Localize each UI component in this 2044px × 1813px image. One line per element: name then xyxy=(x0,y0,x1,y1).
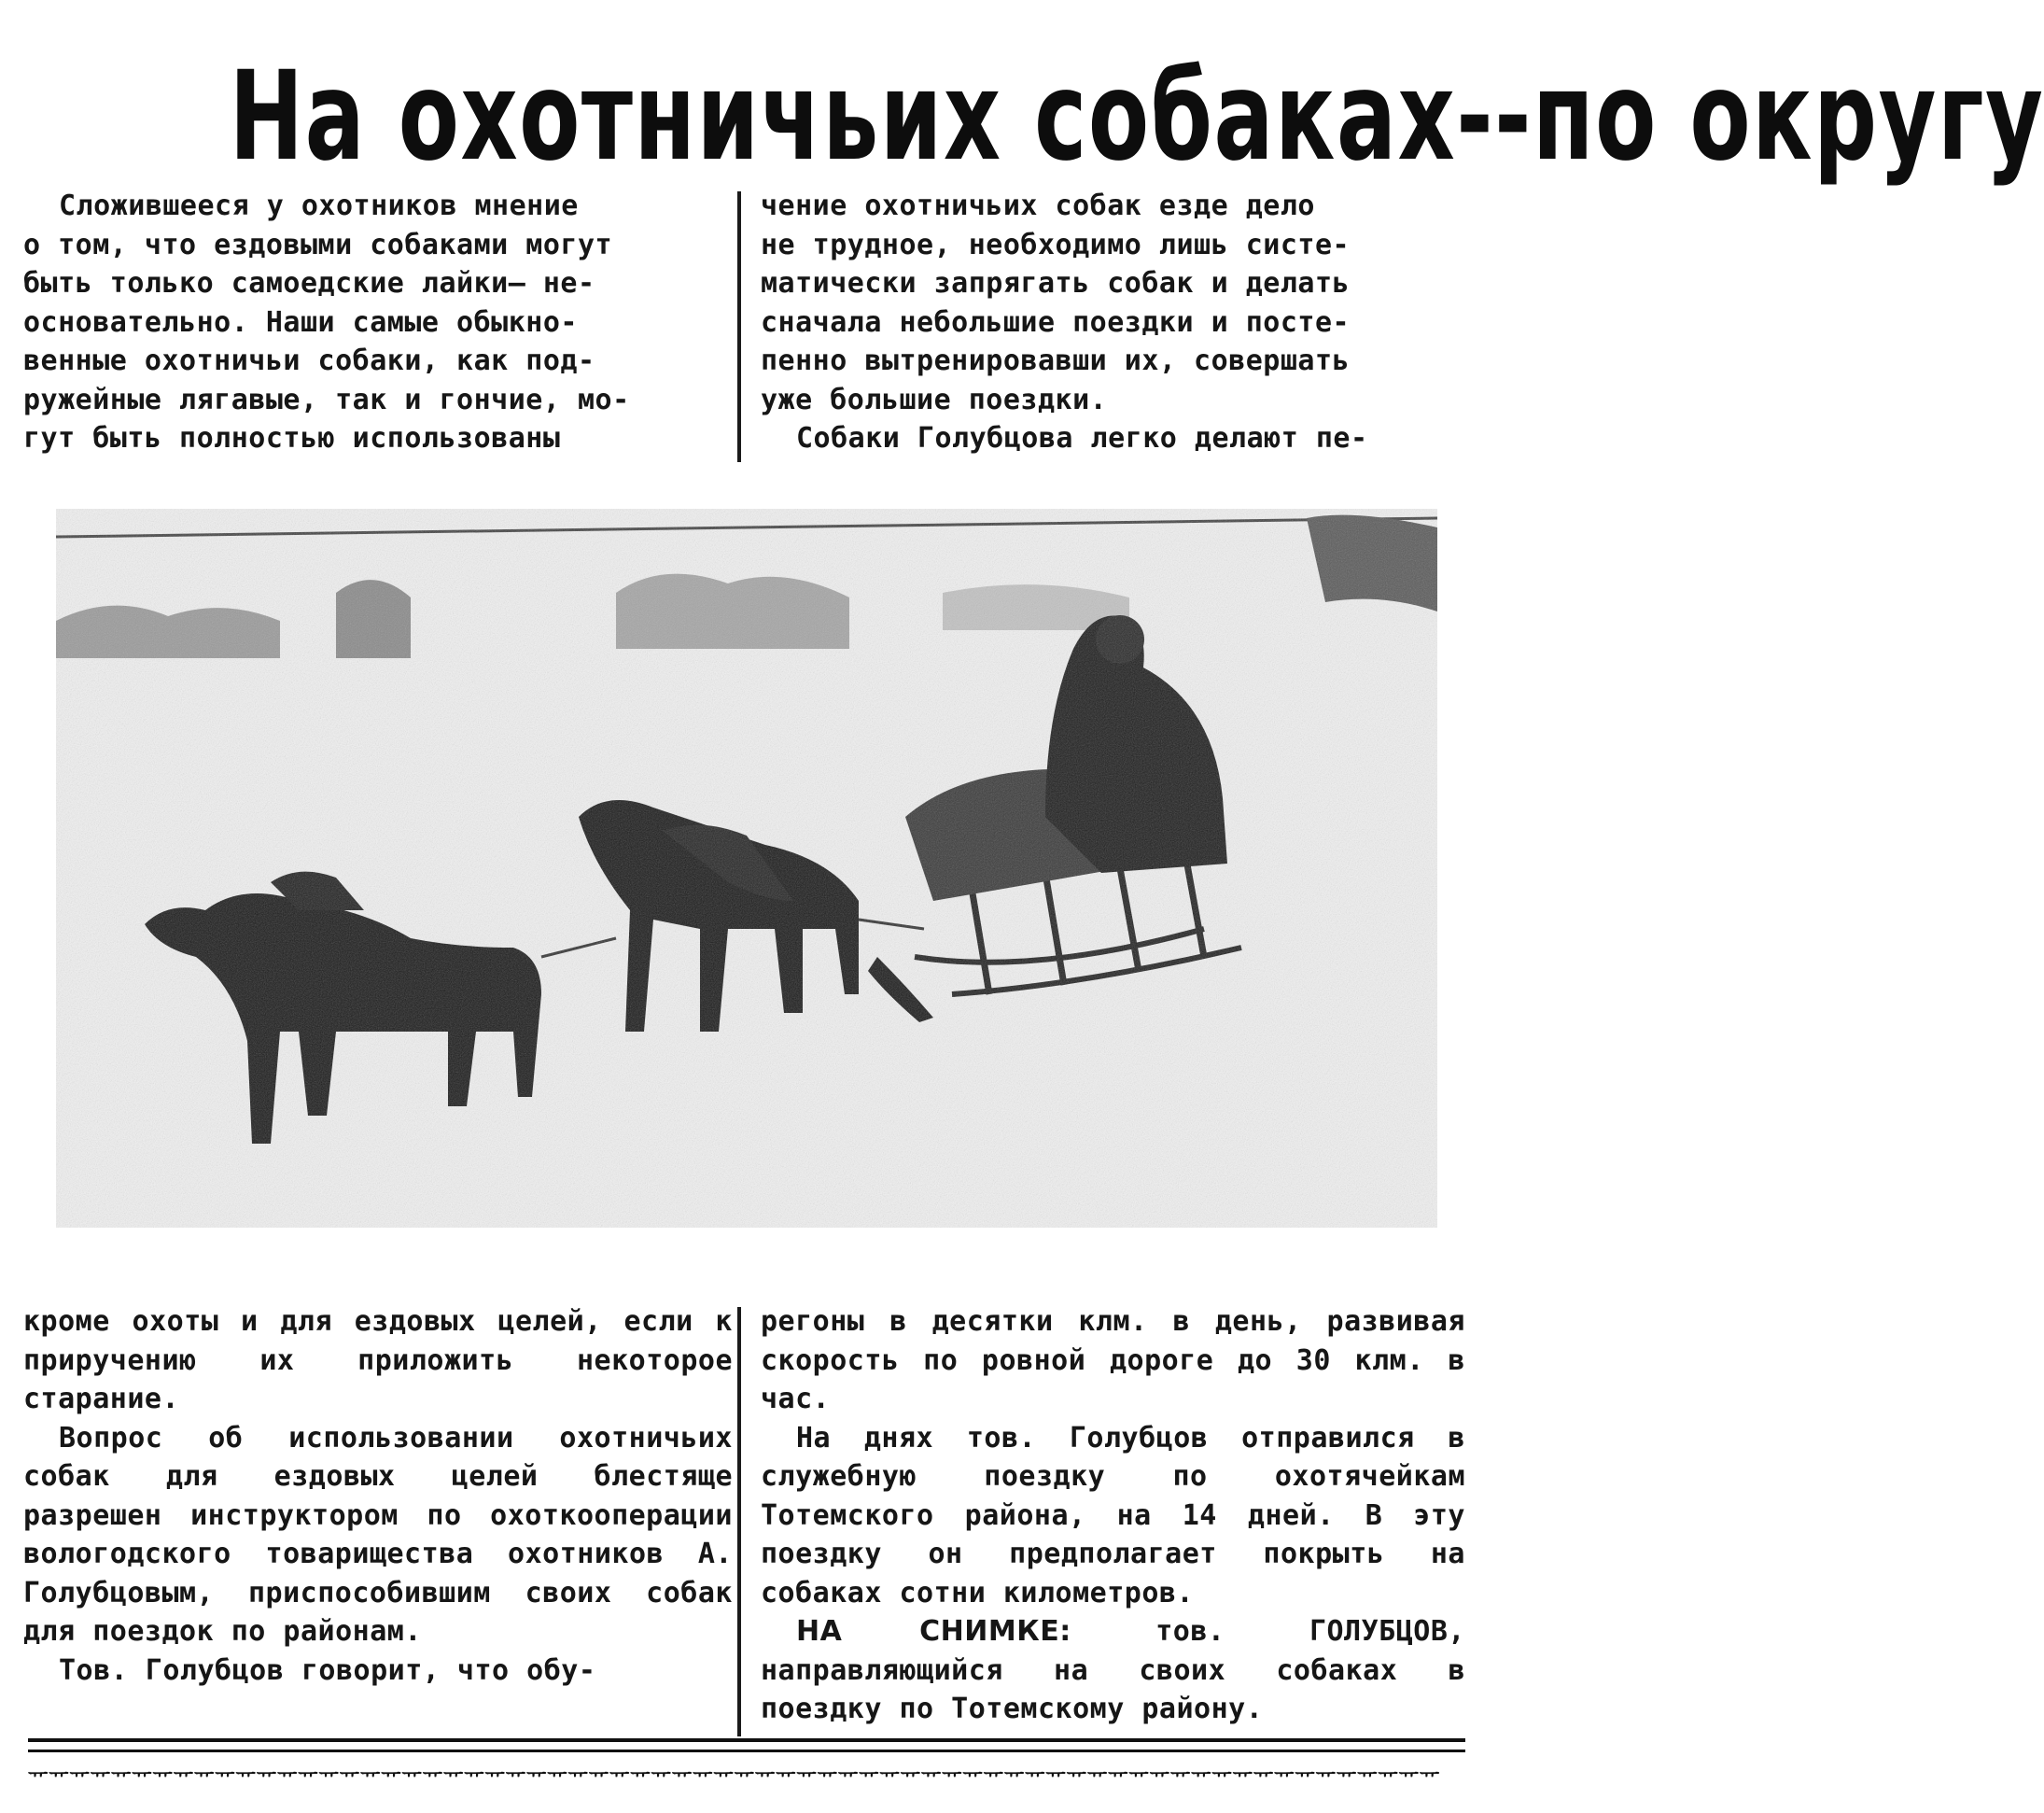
column-top-right xyxy=(761,187,1465,458)
text-line: венные охотничьи собаки, как под- xyxy=(23,344,595,377)
column-bottom-left xyxy=(23,1302,733,1690)
article-headline: На охотничьих собаках--по округу xyxy=(229,45,2044,189)
text-line: гут быть полностью использованы xyxy=(23,422,561,455)
text-line: чение охотничьих собак езде дело xyxy=(761,190,1315,222)
text-line: о том, что ездовыми собаками могут xyxy=(23,228,613,261)
decorative-border: ᅲᅲᅲᅲᅲᅲᅲᅲᅲᅲᅲᅲᅲᅲᅲᅲᅲᅲᅲᅲᅲᅲᅲᅲᅲᅲᅲᅲᅲᅲᅲᅲᅲᅲᅲᅲᅲᅲᅲᅲᅲᅲᅲᅲᅲᅲᅲᅲᅲᅲᅲᅲᅲᅲᅲᅲᅲᅲᅲᅲᅲᅲᅲᅲᅲᅲᅲᅲ xyxy=(28,1764,1441,1787)
paragraph: регоны в десятки клм. в день, развивая скорость по ровной дороге до 30 клм. в час. xyxy=(761,1305,1465,1415)
text-line: не трудное, необходимо лишь систе- xyxy=(761,228,1351,261)
paragraph: Вопрос об использовании охотничьих собак для ездовых целей блестяще разрешен инструктором по охоткооперации вологодского товарищества охотников А. Голубцовым, приспособившим своих собак для поездок по районам. xyxy=(23,1421,733,1648)
photo-illustration xyxy=(56,509,1437,1228)
column-top-left xyxy=(23,187,733,458)
caption-label: НА СНИМКЕ: xyxy=(796,1615,1071,1648)
text-line: матически запрягать собак и делать xyxy=(761,267,1351,300)
text-line: сначала небольшие поездки и посте- xyxy=(761,305,1351,339)
paragraph: На днях тов. Голубцов отправился в служебную поездку по охотячейкам Тотемского района, на 14 дней. В эту поездку он предполагает покрыть на собаках сотни километров. xyxy=(761,1421,1465,1609)
text-line: пенно вытренировавши их, совершать xyxy=(761,344,1351,377)
text-line: ружейные лягавые, так и гончие, мо- xyxy=(23,383,630,416)
column-divider xyxy=(737,1307,741,1736)
photo-caption xyxy=(761,1612,1465,1729)
photo-dog-sled xyxy=(56,509,1437,1228)
paragraph: кроме охоты и для ездовых целей, если к приручению их приложить некоторое старание. xyxy=(23,1305,733,1415)
text-line: Собаки Голубцова легко делают пе- xyxy=(796,422,1368,455)
text-line: Сложившееся у охотников мнение xyxy=(59,190,579,222)
bottom-rule xyxy=(28,1738,1465,1752)
text-line: быть только самоедские лайки— не- xyxy=(23,267,595,300)
paragraph: Тов. Голубцов говорит, что обу- xyxy=(59,1653,596,1687)
text-line: уже большие поездки. xyxy=(761,383,1108,416)
column-divider xyxy=(737,191,741,462)
caption-text: тов. ГОЛУБЦОВ, направляющийся на своих собаках в поездку по Тотемскому району. xyxy=(761,1615,1465,1725)
text-line: основательно. Наши самые обыкно- xyxy=(23,305,578,339)
column-bottom-right xyxy=(761,1302,1465,1729)
